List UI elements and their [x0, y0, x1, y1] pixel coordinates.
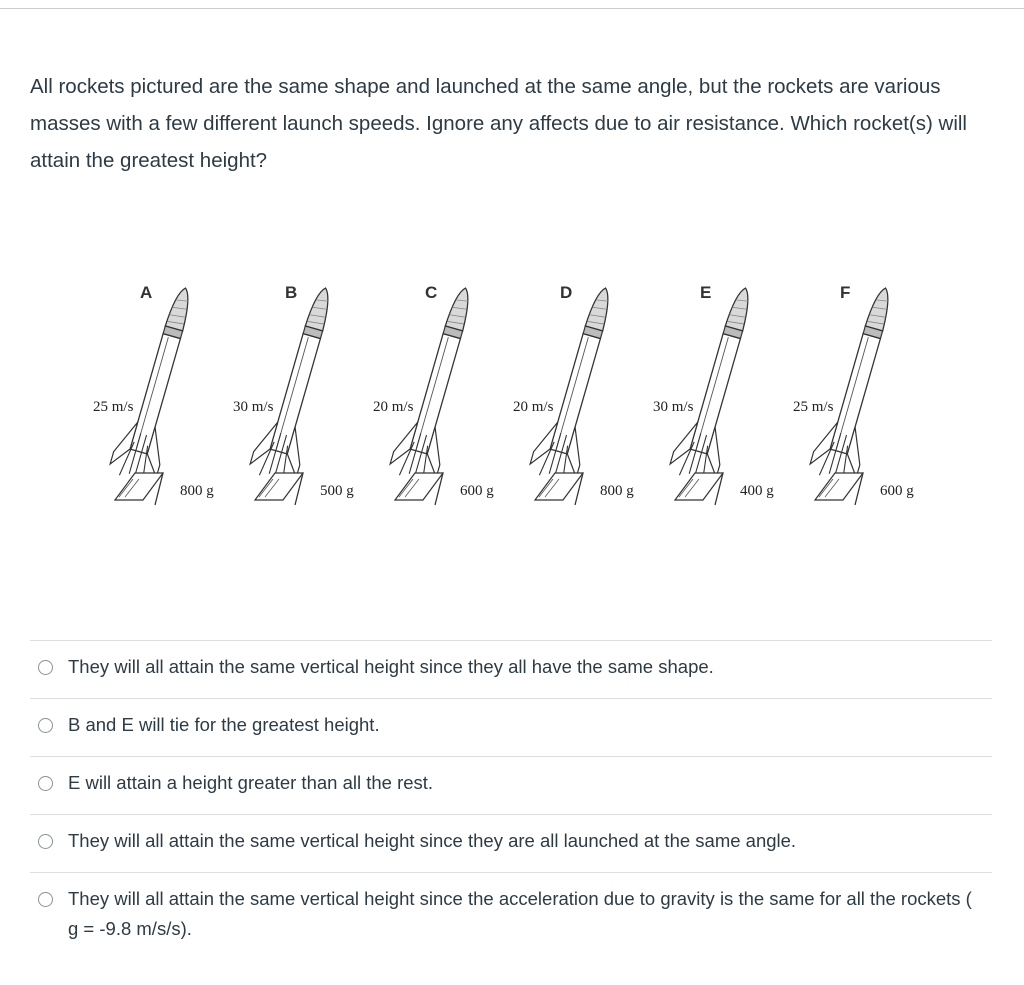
speed-label: 30 m/s — [653, 399, 694, 415]
speed-label: 20 m/s — [373, 399, 414, 415]
answer-option-4[interactable] — [30, 814, 992, 872]
mass-label: 600 g — [460, 483, 494, 499]
speed-label: 20 m/s — [513, 399, 554, 415]
question-text — [30, 68, 980, 179]
rocket-letter: C — [425, 283, 438, 302]
rocket-body — [108, 281, 209, 485]
radio-button[interactable] — [38, 892, 53, 907]
radio-button[interactable] — [38, 776, 53, 791]
rocket-body — [808, 281, 909, 485]
launch-pad — [675, 473, 723, 500]
mass-label: 800 g — [180, 483, 214, 499]
answer-label: They will all attain the same vertical height since the acceleration due to gravity is the same for all the rockets ( g = -9.8 m/s/s). — [68, 888, 972, 939]
speed-label: 25 m/s — [793, 399, 834, 415]
launch-pad — [815, 473, 863, 500]
answer-option-2[interactable] — [30, 698, 992, 756]
top-divider — [0, 0, 1024, 9]
answer-option-5[interactable] — [30, 872, 992, 953]
answer-list — [30, 640, 992, 953]
answer-option-3[interactable] — [30, 756, 992, 814]
rocket-d — [513, 281, 634, 505]
rocket-body — [528, 281, 629, 485]
radio-button[interactable] — [38, 834, 53, 849]
answer-label: B and E will tie for the greatest height. — [68, 714, 380, 735]
rocket-body — [248, 281, 349, 485]
rocket-e — [653, 281, 774, 505]
mass-label: 400 g — [740, 483, 774, 499]
mass-label: 500 g — [320, 483, 354, 499]
rocket-letter: D — [560, 283, 573, 302]
speed-label: 25 m/s — [93, 399, 134, 415]
rocket-letter: B — [285, 283, 298, 302]
launch-pad — [115, 473, 163, 500]
rocket-f — [793, 281, 914, 505]
radio-button[interactable] — [38, 718, 53, 733]
answer-label: They will all attain the same vertical height since they all have the same shape. — [68, 656, 714, 677]
launch-pad — [535, 473, 583, 500]
question-prompt: All rockets pictured are the same shape and launched at the same angle, but the rockets are various masses with a few different launch speeds. Ignore any affects due to air resistance. Which rocket(s) will attain the greatest height? — [30, 75, 967, 172]
launch-pad — [255, 473, 303, 500]
mass-label: 800 g — [600, 483, 634, 499]
answer-label: They will all attain the same vertical height since they are all launched at the same angle. — [68, 830, 797, 851]
rocket-letter: A — [140, 283, 153, 302]
mass-label: 600 g — [880, 483, 914, 499]
rocket-body — [388, 281, 489, 485]
rocket-letter: E — [700, 283, 712, 302]
rockets-figure — [85, 265, 945, 555]
answer-option-1[interactable] — [30, 640, 992, 698]
rocket-a — [93, 281, 214, 505]
radio-button[interactable] — [38, 660, 53, 675]
rocket-b — [233, 281, 354, 505]
rocket-c — [373, 281, 494, 505]
answer-label: E will attain a height greater than all the rest. — [68, 772, 434, 793]
rockets-illustration — [85, 265, 945, 555]
speed-label: 30 m/s — [233, 399, 274, 415]
launch-pad — [395, 473, 443, 500]
rocket-letter: F — [840, 283, 851, 302]
rocket-body — [668, 281, 769, 485]
